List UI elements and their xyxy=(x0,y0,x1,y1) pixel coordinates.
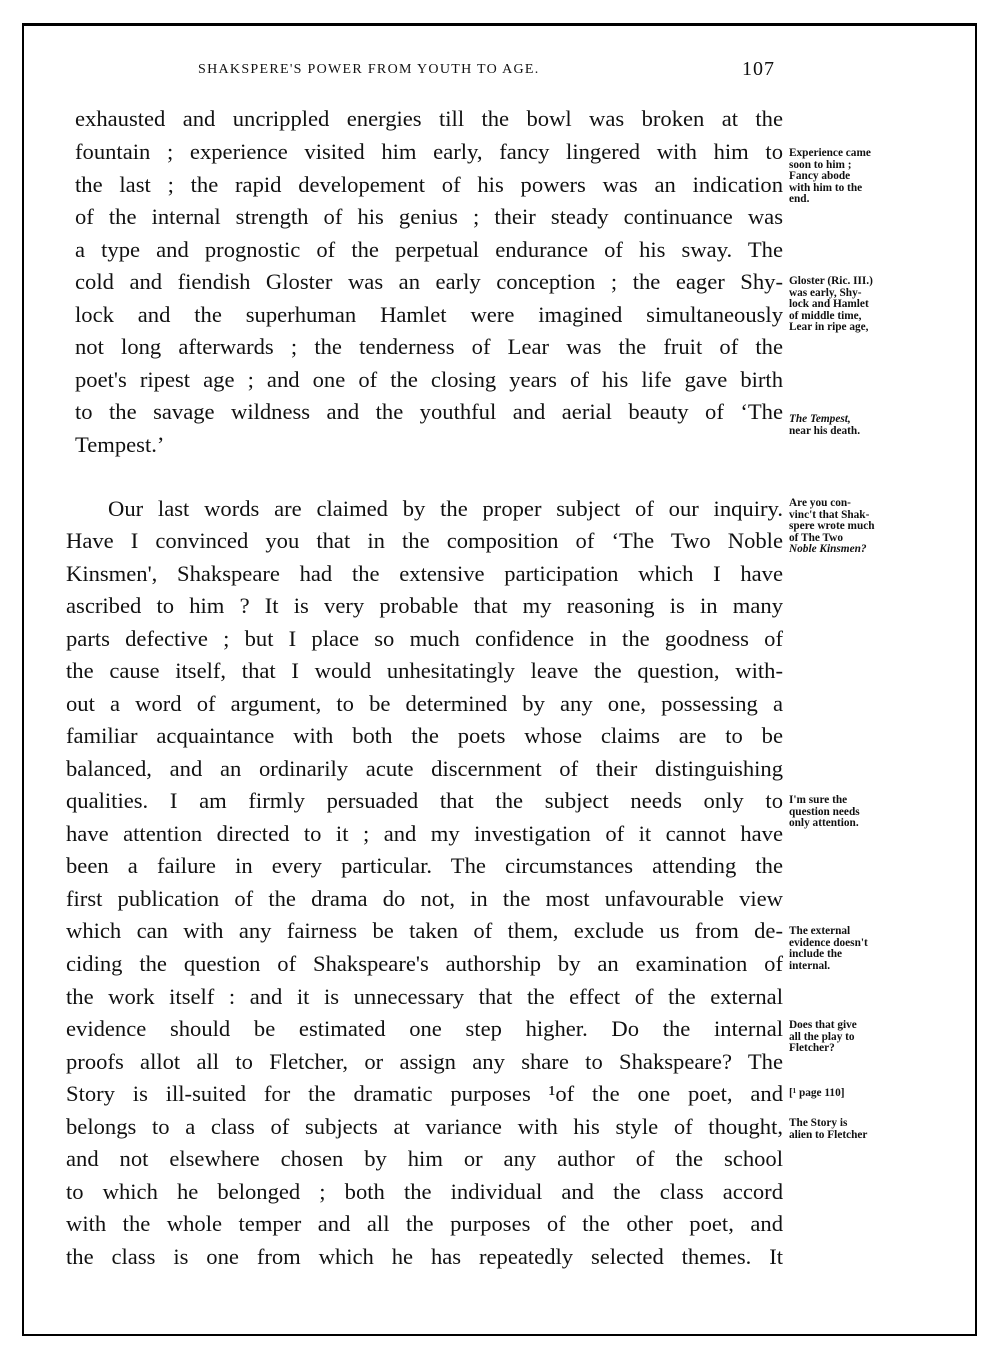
sidenote-line: Experience came xyxy=(789,147,871,159)
sidenote-line: Lear in ripe age, xyxy=(789,321,869,334)
text-line: the cause itself, that I would unhesitatingly leave the question, with- xyxy=(66,658,783,683)
text-line: lock and the superhuman Hamlet were imagined simultaneously xyxy=(75,302,783,327)
sidenote-convinced xyxy=(789,498,875,556)
sidenote-line: evidence doesn't xyxy=(789,936,868,949)
text-line: poet's ripest age ; and one of the closing years of his life gave birth xyxy=(75,367,783,392)
sidenote-gloster xyxy=(789,276,873,334)
sidenote-line: Fletcher? xyxy=(789,1042,835,1055)
sidenote-question xyxy=(789,795,860,830)
text-line: familiar acquaintance with both the poets whose claims are to be xyxy=(66,723,783,748)
text-line: the last ; the rapid developement of his powers was an indication xyxy=(75,172,783,197)
text-line: belongs to a class of subjects at variance with his style of thought, xyxy=(66,1114,783,1139)
sidenote-experience xyxy=(789,148,871,206)
text-line: Have I convinced you that in the composition of ‘The Two Noble xyxy=(66,528,783,553)
sidenote-line: Are you con- xyxy=(789,497,851,509)
text-line: Story is ill-suited for the dramatic purposes ¹of the one poet, and xyxy=(66,1081,783,1106)
text-line: proofs allot all to Fletcher, or assign any share to Shakspeare? The xyxy=(66,1049,783,1074)
sidenote-line: Fancy abode xyxy=(789,170,851,183)
text-line: Tempest.’ xyxy=(75,432,165,457)
sidenote-line: [¹ page 110] xyxy=(789,1087,845,1099)
sidenote-fletcher xyxy=(789,1020,857,1055)
sidenote-line: alien to Fletcher xyxy=(789,1128,868,1141)
sidenote-line: only attention. xyxy=(789,817,859,830)
sidenote-external xyxy=(789,926,868,972)
sidenote-line: I'm sure the xyxy=(789,794,848,806)
text-line: the class is one from which he has repeatedly selected themes. It xyxy=(66,1244,783,1269)
text-line: Kinsmen', Shakspeare had the extensive participation which I have xyxy=(66,561,783,586)
sidenote-line: near his death. xyxy=(789,424,861,437)
page-number: 107 xyxy=(742,58,775,80)
sidenote-line: The external xyxy=(789,925,851,937)
sidenote-line: lock and Hamlet xyxy=(789,298,869,311)
text-line: a type and prognostic of the perpetual endurance of his sway. The xyxy=(75,237,783,262)
sidenote-line: Gloster (Ric. III.) xyxy=(789,275,873,287)
sidenote-line: of The Two xyxy=(789,531,843,544)
text-line: fountain ; experience visited him early, fancy lingered with him to xyxy=(75,139,783,164)
text-line: first publication of the drama do not, in the most unfavourable view xyxy=(66,886,783,911)
sidenote-line: all the play to xyxy=(789,1030,855,1043)
text-line: exhausted and uncrippled energies till the bowl was broken at the xyxy=(75,106,783,131)
sidenote-line: end. xyxy=(789,193,810,206)
text-line: not long afterwards ; the tenderness of Lear was the fruit of the xyxy=(75,334,783,359)
text-line: evidence should be estimated one step higher. Do the internal xyxy=(66,1016,783,1041)
text-line: balanced, and an ordinarily acute discernment of their distinguishing xyxy=(66,756,783,781)
sidenote-line: Does that give xyxy=(789,1019,857,1031)
sidenote-line: vinc't that Shak- xyxy=(789,508,870,521)
text-line: out a word of argument, to be determined by any one, possessing a xyxy=(66,691,783,716)
sidenote-line: question needs xyxy=(789,805,860,818)
text-line: to which he belonged ; both the individual and the class accord xyxy=(66,1179,783,1204)
sidenote-line: spere wrote much xyxy=(789,520,875,533)
text-line: parts defective ; but I place so much confidence in the goodness of xyxy=(66,626,783,651)
sidenote-line: The Story is xyxy=(789,1117,848,1129)
text-line: cold and fiendish Gloster was an early conception ; the eager Shy- xyxy=(75,269,783,294)
text-line: and not elsewhere chosen by him or any author of the school xyxy=(66,1146,783,1171)
sidenote-page-ref xyxy=(789,1088,844,1100)
text-line: Our last words are claimed by the proper subject of our inquiry. xyxy=(108,496,783,521)
text-line: been a failure in every particular. The circumstances attending the xyxy=(66,853,783,878)
sidenote-line: was early, Shy- xyxy=(789,286,862,299)
text-line: to the savage wildness and the youthful and aerial beauty of ‘The xyxy=(75,399,783,424)
text-line: have attention directed to it ; and my investigation of it cannot have xyxy=(66,821,783,846)
sidenote-line: soon to him ; xyxy=(789,158,852,171)
sidenote-tempest xyxy=(789,414,860,437)
sidenote-line: internal. xyxy=(789,959,831,972)
sidenote-line: of middle time, xyxy=(789,309,862,322)
sidenote-story xyxy=(789,1118,867,1141)
text-line: the work itself : and it is unnecessary that the effect of the external xyxy=(66,984,783,1009)
text-line: qualities. I am firmly persuaded that the subject needs only to xyxy=(66,788,783,813)
text-line: with the whole temper and all the purposes of the other poet, and xyxy=(66,1211,783,1236)
sidenote-line: Noble Kinsmen? xyxy=(789,543,867,556)
text-line: ciding the question of Shakspeare's authorship by an examination of xyxy=(66,951,783,976)
text-line: which can with any fairness be taken of them, exclude us from de- xyxy=(66,918,783,943)
sidenote-line: with him to the xyxy=(789,181,863,194)
sidenote-line: include the xyxy=(789,948,843,961)
running-head: SHAKSPERE'S POWER FROM YOUTH TO AGE. xyxy=(198,62,540,77)
sidenote-line: The Tempest, xyxy=(789,413,851,425)
text-line: of the internal strength of his genius ; their steady continuance was xyxy=(75,204,783,229)
text-line: ascribed to him ? It is very probable that my reasoning is in many xyxy=(66,593,783,618)
